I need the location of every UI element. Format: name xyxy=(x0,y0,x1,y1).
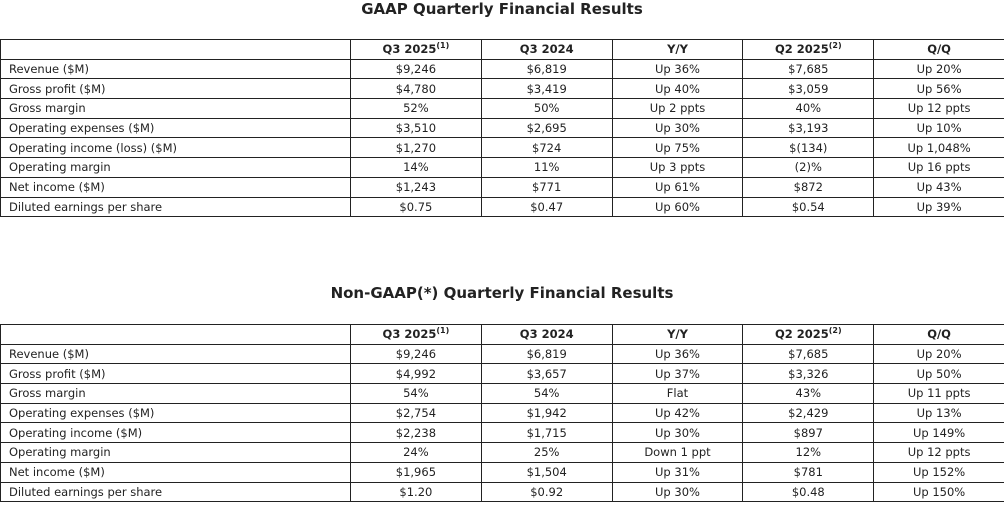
cell-value: $3,510 xyxy=(351,118,482,138)
column-header-yy: Y/Y xyxy=(612,40,743,60)
cell-value: $1,942 xyxy=(481,403,612,423)
cell-value: Up 43% xyxy=(874,177,1004,197)
row-label: Operating expenses ($M) xyxy=(1,403,351,423)
table-row xyxy=(1,59,1004,79)
cell-value: $771 xyxy=(481,177,612,197)
cell-value: Up 11 ppts xyxy=(874,384,1004,404)
table-header-row xyxy=(1,40,1004,60)
cell-value: Up 36% xyxy=(612,344,743,364)
column-header-q3-2025: Q3 2025$^{(1)}$ xyxy=(351,40,482,60)
column-header-qq: Q/Q xyxy=(874,325,1004,345)
cell-value: Up 152% xyxy=(874,462,1004,482)
table-row xyxy=(1,177,1004,197)
cell-value: 54% xyxy=(481,384,612,404)
table-row xyxy=(1,423,1004,443)
row-label: Operating income (loss) ($M) xyxy=(1,138,351,158)
cell-value: Up 31% xyxy=(612,462,743,482)
cell-value: Up 30% xyxy=(612,423,743,443)
cell-value: Up 10% xyxy=(874,118,1004,138)
cell-value: $0.75 xyxy=(351,197,482,217)
cell-value: $1,243 xyxy=(351,177,482,197)
cell-value: $0.48 xyxy=(743,482,874,502)
cell-value: Up 149% xyxy=(874,423,1004,443)
cell-value: Up 12 ppts xyxy=(874,99,1004,119)
cell-value: (2)% xyxy=(743,158,874,178)
cell-value: $6,819 xyxy=(481,59,612,79)
row-label: Gross margin xyxy=(1,384,351,404)
cell-value: 54% xyxy=(351,384,482,404)
table-row xyxy=(1,138,1004,158)
cell-value: Up 30% xyxy=(612,482,743,502)
cell-value: Up 61% xyxy=(612,177,743,197)
table-row xyxy=(1,462,1004,482)
cell-value: Up 60% xyxy=(612,197,743,217)
cell-value: $2,238 xyxy=(351,423,482,443)
cell-value: Up 13% xyxy=(874,403,1004,423)
cell-value: $3,193 xyxy=(743,118,874,138)
gaap-section-title: GAAP Quarterly Financial Results xyxy=(361,0,643,18)
cell-value: 50% xyxy=(481,99,612,119)
row-label: Gross margin xyxy=(1,99,351,119)
cell-value: Down 1 ppt xyxy=(612,443,743,463)
column-header-q2-2025: Q2 2025$^{(2)}$ xyxy=(743,325,874,345)
table-row xyxy=(1,197,1004,217)
cell-value: $4,992 xyxy=(351,364,482,384)
cell-value: Up 56% xyxy=(874,79,1004,99)
table-header-row xyxy=(1,325,1004,345)
cell-value: $4,780 xyxy=(351,79,482,99)
table-row xyxy=(1,158,1004,178)
cell-value: $0.47 xyxy=(481,197,612,217)
cell-value: Up 150% xyxy=(874,482,1004,502)
row-label: Operating expenses ($M) xyxy=(1,118,351,138)
cell-value: Up 16 ppts xyxy=(874,158,1004,178)
cell-value: $7,685 xyxy=(743,59,874,79)
column-header-q3-2024: Q3 2024 xyxy=(481,40,612,60)
cell-value: $7,685 xyxy=(743,344,874,364)
cell-value: $1,270 xyxy=(351,138,482,158)
cell-value: 12% xyxy=(743,443,874,463)
row-label: Diluted earnings per share xyxy=(1,482,351,502)
cell-value: $3,657 xyxy=(481,364,612,384)
cell-value: $6,819 xyxy=(481,344,612,364)
row-label: Net income ($M) xyxy=(1,177,351,197)
row-label: Operating margin xyxy=(1,158,351,178)
column-header-yy: Y/Y xyxy=(612,325,743,345)
column-header-q3-2025: Q3 2025$^{(1)}$ xyxy=(351,325,482,345)
row-label: Revenue ($M) xyxy=(1,344,351,364)
cell-value: $3,059 xyxy=(743,79,874,99)
cell-value: $1.20 xyxy=(351,482,482,502)
cell-value: Up 42% xyxy=(612,403,743,423)
row-label: Operating income ($M) xyxy=(1,423,351,443)
cell-value: Up 2 ppts xyxy=(612,99,743,119)
nongaap-results-table xyxy=(0,324,1004,502)
cell-value: 43% xyxy=(743,384,874,404)
row-label: Gross profit ($M) xyxy=(1,364,351,384)
row-label: Net income ($M) xyxy=(1,462,351,482)
cell-value: $0.92 xyxy=(481,482,612,502)
cell-value: Up 40% xyxy=(612,79,743,99)
table-row xyxy=(1,79,1004,99)
cell-value: Up 75% xyxy=(612,138,743,158)
cell-value: $897 xyxy=(743,423,874,443)
table-row xyxy=(1,482,1004,502)
table-row xyxy=(1,118,1004,138)
row-label: Gross profit ($M) xyxy=(1,79,351,99)
row-label: Operating margin xyxy=(1,443,351,463)
cell-value: $(134) xyxy=(743,138,874,158)
cell-value: $2,754 xyxy=(351,403,482,423)
cell-value: Up 50% xyxy=(874,364,1004,384)
cell-value: $1,715 xyxy=(481,423,612,443)
cell-value: Up 37% xyxy=(612,364,743,384)
nongaap-section-title: Non-GAAP(*) Quarterly Financial Results xyxy=(330,284,674,302)
table-row xyxy=(1,403,1004,423)
table-row xyxy=(1,443,1004,463)
row-label: Diluted earnings per share xyxy=(1,197,351,217)
cell-value: 25% xyxy=(481,443,612,463)
cell-value: Flat xyxy=(612,384,743,404)
table-row xyxy=(1,364,1004,384)
header-label-cell xyxy=(1,40,351,60)
row-label: Revenue ($M) xyxy=(1,59,351,79)
cell-value: $9,246 xyxy=(351,344,482,364)
cell-value: $1,504 xyxy=(481,462,612,482)
cell-value: $1,965 xyxy=(351,462,482,482)
cell-value: $3,419 xyxy=(481,79,612,99)
cell-value: Up 30% xyxy=(612,118,743,138)
cell-value: Up 3 ppts xyxy=(612,158,743,178)
cell-value: 14% xyxy=(351,158,482,178)
table-row xyxy=(1,99,1004,119)
cell-value: Up 1,048% xyxy=(874,138,1004,158)
cell-value: $0.54 xyxy=(743,197,874,217)
cell-value: 52% xyxy=(351,99,482,119)
cell-value: 24% xyxy=(351,443,482,463)
cell-value: $2,429 xyxy=(743,403,874,423)
column-header-q2-2025: Q2 2025$^{(2)}$ xyxy=(743,40,874,60)
column-header-q3-2024: Q3 2024 xyxy=(481,325,612,345)
cell-value: 40% xyxy=(743,99,874,119)
cell-value: $2,695 xyxy=(481,118,612,138)
cell-value: Up 20% xyxy=(874,59,1004,79)
cell-value: $9,246 xyxy=(351,59,482,79)
cell-value: Up 12 ppts xyxy=(874,443,1004,463)
cell-value: 11% xyxy=(481,158,612,178)
cell-value: Up 39% xyxy=(874,197,1004,217)
gaap-results-table xyxy=(0,39,1004,217)
column-header-qq: Q/Q xyxy=(874,40,1004,60)
cell-value: Up 20% xyxy=(874,344,1004,364)
cell-value: $724 xyxy=(481,138,612,158)
cell-value: $872 xyxy=(743,177,874,197)
cell-value: Up 36% xyxy=(612,59,743,79)
table-row xyxy=(1,384,1004,404)
table-row xyxy=(1,344,1004,364)
cell-value: $781 xyxy=(743,462,874,482)
cell-value: $3,326 xyxy=(743,364,874,384)
header-label-cell xyxy=(1,325,351,345)
